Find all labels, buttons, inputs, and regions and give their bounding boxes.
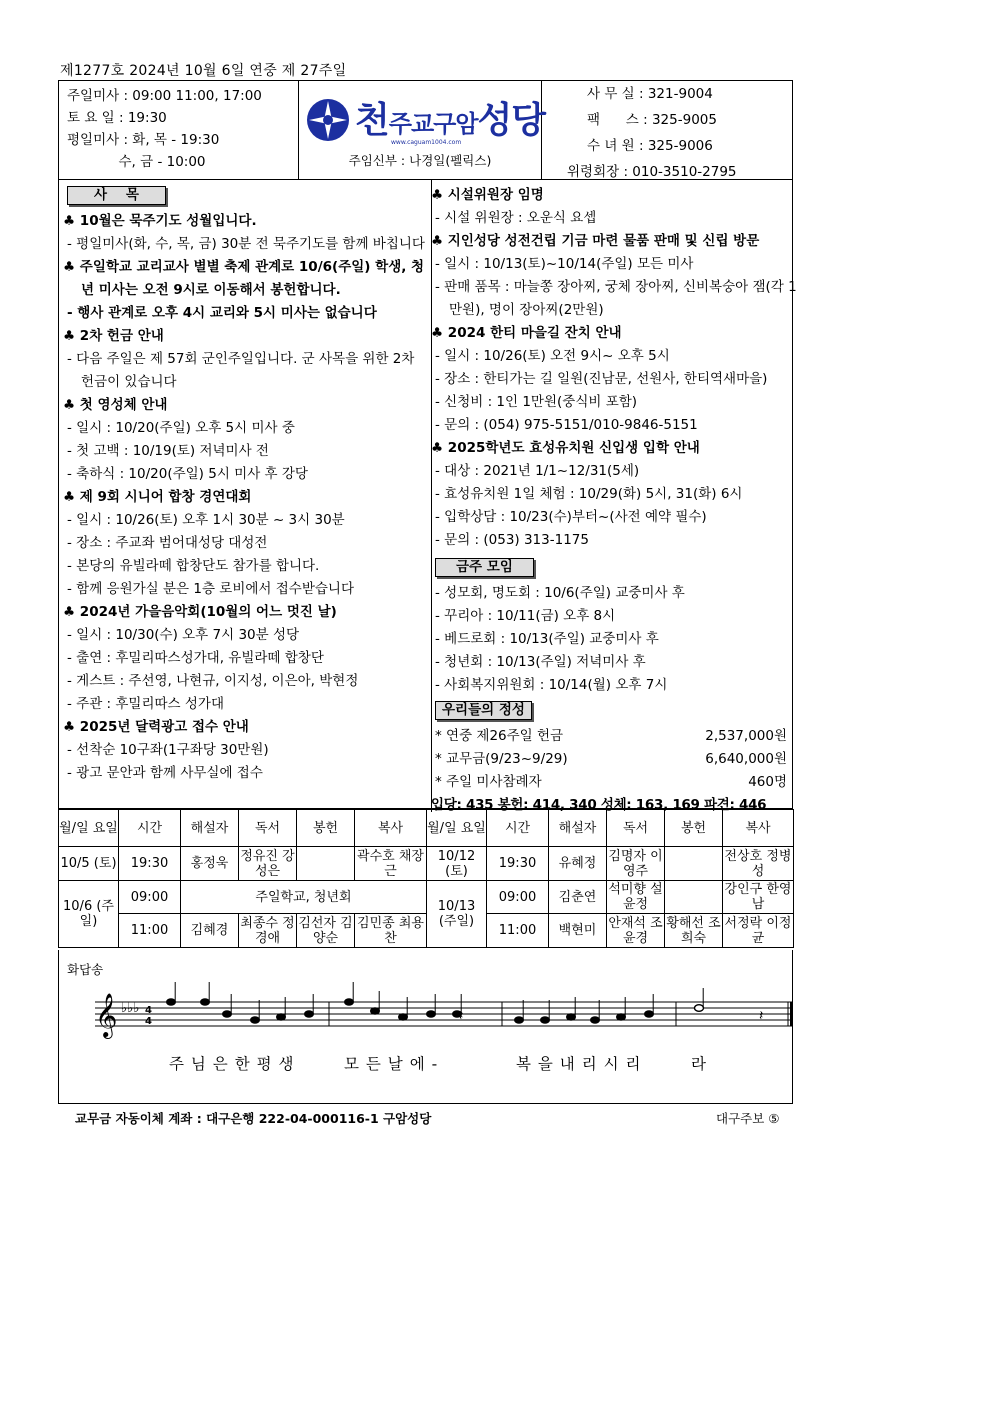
cell-reader: 석미향 설윤정: [608, 882, 663, 912]
offering-row: [431, 725, 797, 748]
note-head: [251, 1017, 260, 1024]
notice-item: - 광고 문안과 함께 사무실에 접수: [67, 765, 263, 781]
hdr-date: 월/일 요일: [427, 810, 487, 847]
cell-time: 19:30: [119, 847, 181, 881]
notice-item: - 선착순 10구좌(1구좌당 30만원): [67, 742, 269, 758]
section-label-ministry: 사 목: [67, 186, 166, 205]
notice-item: - 일시 : 10/26(토) 오전 9시~ 오후 5시: [435, 348, 670, 364]
logo-area: [299, 81, 546, 179]
hdr-offertory: 봉헌: [665, 810, 723, 847]
note-head: [567, 1014, 576, 1021]
notice-item: - 일시 : 10/30(수) 오후 7시 30분 성당: [67, 627, 300, 643]
hdr-time: 시간: [119, 810, 181, 847]
cell-offertory: 황해선 조희숙: [666, 915, 721, 946]
hdr-commentator: 해설자: [549, 810, 607, 847]
mass-times: [59, 81, 299, 179]
note-head: [305, 1011, 314, 1018]
cell-date: 10/12 (토): [427, 847, 487, 881]
note-head: [201, 999, 210, 1006]
cross-emblem-icon: [305, 97, 351, 143]
offering-label: * 주일 미사참례자: [435, 774, 542, 790]
notice-item: - 출연 : 후밀리따스성가대, 유빌라떼 합창단: [67, 650, 324, 666]
notice-item: - 축하식 : 10/20(주일) 5시 미사 후 강당: [67, 466, 308, 482]
notice-item: - 대상 : 2021년 1/1~12/31(5세): [435, 463, 640, 479]
notice-item: - 일시 : 10/26(토) 오후 1시 30분 ~ 3시 30분: [67, 512, 345, 528]
note-head: [223, 1011, 232, 1018]
hdr-date: 월/일 요일: [59, 810, 119, 847]
note-head: [515, 1017, 524, 1024]
section-label-offerings: 우리들의 정성: [435, 701, 532, 720]
cell-server: 전상호 정병성: [723, 847, 794, 881]
cell-offertory: [665, 847, 723, 881]
liturgy-schedule: [58, 809, 794, 948]
svg-text:4: 4: [145, 1005, 152, 1016]
page-number: 대구주보 ⑤: [716, 1111, 780, 1126]
cell-time: 09:00: [487, 881, 549, 914]
cell-commentator: 김춘연: [549, 881, 607, 914]
attendance-totals: 입당: 435 봉헌: 414, 340 성체: 163, 169 파견: 446: [431, 797, 767, 813]
note-head: [277, 1014, 286, 1021]
notice-heading: ♣ 2025학년도 효성유치원 신입생 입학 안내: [431, 440, 700, 456]
offering-row: [431, 748, 797, 771]
notice-item: - 신청비 : 1인 1만원(중식비 포함): [435, 394, 638, 410]
section-label-meetings: 금주 모임: [435, 558, 534, 577]
cell-date: 10/13 (주일): [427, 881, 487, 948]
notice-heading: ♣ 제 9회 시니어 합창 경연대회: [63, 489, 252, 505]
cell-time: 19:30: [487, 847, 549, 881]
notice-item: - 본당의 유빌라떼 합창단도 참가를 합니다.: [67, 558, 320, 574]
note-head: [371, 1008, 380, 1015]
svg-text:𝄽: 𝄽: [759, 1008, 764, 1024]
flat-icon: ♭♭♭: [121, 1001, 140, 1016]
hdr-reader: 독서: [239, 810, 297, 847]
psalm-section: [58, 950, 793, 1104]
cell-server: 서정락 이정균: [723, 914, 794, 948]
notice-item: - 게스트 : 주선영, 나현규, 이지성, 이은아, 박현정: [67, 673, 359, 689]
cell-time: 09:00: [119, 881, 181, 914]
notice-item: - 판매 품목 : 마늘쫑 장아찌, 궁체 장아찌, 신비복숭아 잼(각 1만원), 명이 장아찌(2만원): [435, 279, 797, 318]
contact-funeral: 위령회장 : 010-3510-2795: [567, 164, 737, 180]
notice-item: - 장소 : 한티가는 길 일원(진남문, 선원사, 한티역새마을): [435, 371, 768, 387]
cell-reader: 최종수 정경애: [240, 915, 295, 946]
hdr-offertory: 봉헌: [297, 810, 355, 847]
cell-commentator: 백현미: [549, 914, 607, 948]
meeting-item: - 성모회, 명도회 : 10/6(주일) 교중미사 후: [435, 585, 685, 601]
lyric-part: 복 을 내 리 시 리: [516, 1055, 642, 1073]
offering-row: [431, 771, 797, 794]
offering-label: * 연중 제26주일 헌금: [435, 728, 564, 744]
notice-item: - 시설 위원장 : 오운식 요셉: [435, 210, 597, 226]
church-logo: [305, 95, 546, 146]
offering-label: * 교무금(9/23~9/29): [435, 751, 568, 767]
hdr-reader: 독서: [607, 810, 665, 847]
cell-offertory: [665, 881, 723, 914]
church-name: 천주교구암성당: [355, 100, 546, 141]
notice-area: [58, 180, 797, 813]
svg-text:𝄽: 𝄽: [459, 1008, 464, 1024]
cell-server: 강인구 한영남: [723, 881, 794, 914]
header-box: [58, 80, 793, 180]
cell-reader: 정유진 강성은: [240, 848, 295, 879]
contact-fax: 팩 스 : 325-9005: [587, 112, 717, 128]
meeting-item: - 베드로회 : 10/13(주일) 교중미사 후: [435, 631, 659, 647]
notice-heading: ♣ 2차 헌금 안내: [63, 328, 164, 344]
cell-commentator: 홍정욱: [181, 847, 239, 881]
notice-item: - 문의 : (054) 975-5151/010-9846-5151: [435, 417, 698, 433]
bank-account: 교무금 자동이체 계좌 : 대구은행 222-04-000116-1 구암성당: [75, 1111, 432, 1126]
notice-item: - 일시 : 10/20(주일) 오후 5시 미사 중: [67, 420, 295, 436]
notice-heading: ♣ 지인성당 성전건립 기금 마련 물품 판매 및 신립 방문: [431, 233, 760, 249]
offering-value: 6,640,000원: [705, 751, 787, 767]
left-column: [59, 180, 432, 812]
contact-office: 사 무 실 : 321-9004: [587, 86, 713, 102]
hdr-server: 복사: [355, 810, 427, 847]
lyric-part: 주 님 은 한 평 생: [169, 1055, 295, 1073]
hdr-time: 시간: [487, 810, 549, 847]
mass-line: 수, 금 - 10:00: [67, 154, 206, 170]
mass-line: 평일미사 : 화, 목 - 19:30: [67, 132, 220, 148]
cell-server: 곽수호 채장근: [355, 847, 427, 881]
notice-heading: ♣ 10월은 묵주기도 성월입니다.: [63, 213, 257, 229]
cell-commentator: 유혜정: [549, 847, 607, 881]
note-head: [541, 1017, 550, 1024]
mass-line: 주일미사 : 09:00 11:00, 17:00: [67, 88, 262, 104]
treble-clef-icon: 𝄞: [95, 993, 118, 1037]
meeting-item: - 꾸리아 : 10/11(금) 오후 8시: [435, 608, 616, 624]
cell-date: 10/6 (주일): [59, 881, 119, 948]
notice-heading: ♣ 첫 영성체 안내: [63, 397, 168, 413]
hdr-server: 복사: [723, 810, 794, 847]
notice-heading: ♣ 2024 한티 마을길 잔치 안내: [431, 325, 622, 341]
notice-item: - 장소 : 주교좌 범어대성당 대성전: [67, 535, 268, 551]
notice-item: - 일시 : 10/13(토)~10/14(주일) 모든 미사: [435, 256, 694, 272]
lyric-part: 모 든 날 에 -: [344, 1055, 439, 1073]
notice-item: - 주관 : 후밀리따스 성가대: [67, 696, 224, 712]
note-head: [645, 1011, 654, 1018]
meeting-item: - 사회복지위원회 : 10/14(월) 오후 7시: [435, 677, 668, 693]
cell-commentator: 김혜경: [181, 914, 239, 948]
psalm-title: 화답송: [67, 962, 104, 977]
notice-heading: ♣ 2024년 가을음악회(10월의 어느 멋진 날): [63, 604, 337, 620]
cell-server: 김민종 최용찬: [355, 914, 427, 948]
offering-value: 2,537,000원: [705, 728, 787, 744]
lyric-part: 라: [691, 1055, 707, 1073]
note-head: [345, 999, 354, 1006]
svg-text:4: 4: [145, 1016, 152, 1027]
notice-item: - 평일미사(화, 수, 목, 금) 30분 전 묵주기도를 함께 바칩니다: [67, 236, 425, 252]
cell-time: 11:00: [487, 914, 549, 948]
offering-value: 460명: [748, 774, 787, 790]
cell-offertory: [297, 847, 355, 881]
notice-item: - 함께 응원가실 분은 1층 로비에서 접수받습니다: [67, 581, 354, 597]
notice-item: - 첫 고백 : 10/19(토) 저녁미사 전: [67, 443, 269, 459]
cell-date: 10/5 (토): [59, 847, 119, 881]
note-head: [591, 1017, 600, 1024]
mass-line: 토 요 일 : 19:30: [67, 110, 167, 126]
note-head: [399, 1014, 408, 1021]
notice-heading: ♣ 2025년 달력광고 접수 안내: [63, 719, 249, 735]
cell-note: 주일학교, 청년회: [181, 881, 427, 914]
notice-item: - 문의 : (053) 313-1175: [435, 532, 589, 548]
note-head: [427, 1011, 436, 1018]
notice-item: - 효성유치원 1일 체험 : 10/29(화) 5시, 31(화) 6시: [435, 486, 743, 502]
notice-item: - 입학상담 : 10/23(수)부터~(사전 예약 필수): [435, 509, 707, 525]
contact-convent: 수 녀 원 : 325-9006: [587, 138, 713, 154]
music-staff: [59, 980, 794, 1050]
right-column: [427, 180, 797, 812]
note-head: [695, 1005, 704, 1012]
note-head: [167, 999, 176, 1006]
pastor-name: 주임신부 : 나경일(펠릭스): [348, 153, 492, 168]
note-head: [617, 1014, 626, 1021]
issue-line: 제1277호 2024년 10월 6일 연중 제 27주일: [60, 63, 347, 79]
notice-item: - 행사 관계로 오후 4시 교리와 5시 미사는 없습니다: [67, 305, 377, 321]
contacts: [541, 81, 793, 179]
church-url[interactable]: www.caguam1004.com: [391, 139, 462, 146]
cell-reader: 김명자 이영주: [608, 848, 663, 879]
meeting-item: - 청년회 : 10/13(주일) 저녁미사 후: [435, 654, 646, 670]
notice-heading: ♣ 시설위원장 임명: [431, 187, 544, 203]
hdr-commentator: 해설자: [181, 810, 239, 847]
cell-offertory: 김선자 김양순: [298, 915, 353, 946]
cell-reader: 안재석 조윤경: [608, 915, 663, 946]
notice-item: - 다음 주일은 제 57회 군인주일입니다. 군 사목을 위한 2차 헌금이 있습니다: [67, 351, 415, 390]
notice-heading: ♣ 주일학교 교리교사 별별 축제 관계로 10/6(주일) 학생, 청년 미사는 오전 9시로 이동해서 봉헌합니다.: [63, 259, 425, 298]
cell-time: 11:00: [119, 914, 181, 948]
